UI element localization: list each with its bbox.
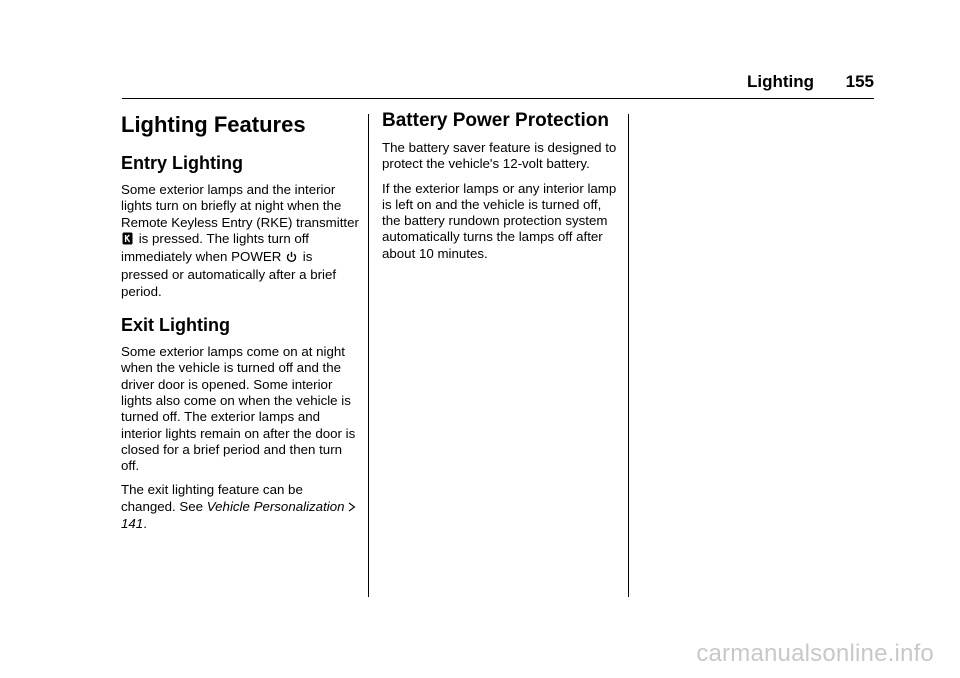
column-divider (368, 114, 369, 597)
entry-lighting-paragraph (121, 182, 361, 300)
exit-period: . (143, 516, 147, 532)
page-reference-icon (348, 500, 356, 516)
entry-lighting-heading: Entry Lighting (121, 153, 243, 173)
exit-text-a: The exit lighting feature can be changed. See (121, 482, 303, 514)
section-title: Lighting (746, 72, 814, 91)
chapter-title: Lighting Features (121, 112, 306, 137)
entry-text-a: Some exterior lamps and the interior lights turn on briefly at night when the Remote Keyless Entry (RKE) transmitter (121, 182, 359, 230)
battery-paragraph-1: The battery saver feature is designed to protect the vehicle's 12-volt battery. (382, 140, 617, 172)
key-fob-unlock-icon (122, 232, 133, 249)
left-column (121, 108, 361, 540)
power-button-icon (286, 251, 297, 267)
watermark: carmanualsonline.info (696, 640, 934, 667)
exit-lighting-paragraph-2 (121, 482, 361, 532)
column-divider (628, 114, 629, 597)
middle-column (382, 108, 618, 270)
entry-text-c: is pressed or automatically after a brief period. (121, 249, 337, 299)
exit-lighting-paragraph-1: Some exterior lamps come on at night when the vehicle is turned off and the driver door is opened. Some interior lights also come on when the vehicle is turned off. The exterior lamps and interior lights remain on after the door is closed for a brief period and then turn off. (121, 344, 356, 474)
battery-protection-heading: Battery Power Protection (382, 110, 609, 131)
vehicle-personalization-link[interactable]: Vehicle Personalization (206, 498, 345, 514)
page-reference[interactable]: 141 (121, 516, 144, 532)
exit-lighting-heading: Exit Lighting (121, 315, 230, 336)
page-number: 155 (845, 72, 874, 91)
entry-text-b: is pressed. The lights turn off immediately when POWER (121, 230, 309, 265)
battery-paragraph-2: If the exterior lamps or any interior lamp is left on and the vehicle is turned off, the battery rundown protection system automatically turns the lamps off after about 10 minutes. (382, 180, 617, 261)
page-header (122, 72, 874, 99)
